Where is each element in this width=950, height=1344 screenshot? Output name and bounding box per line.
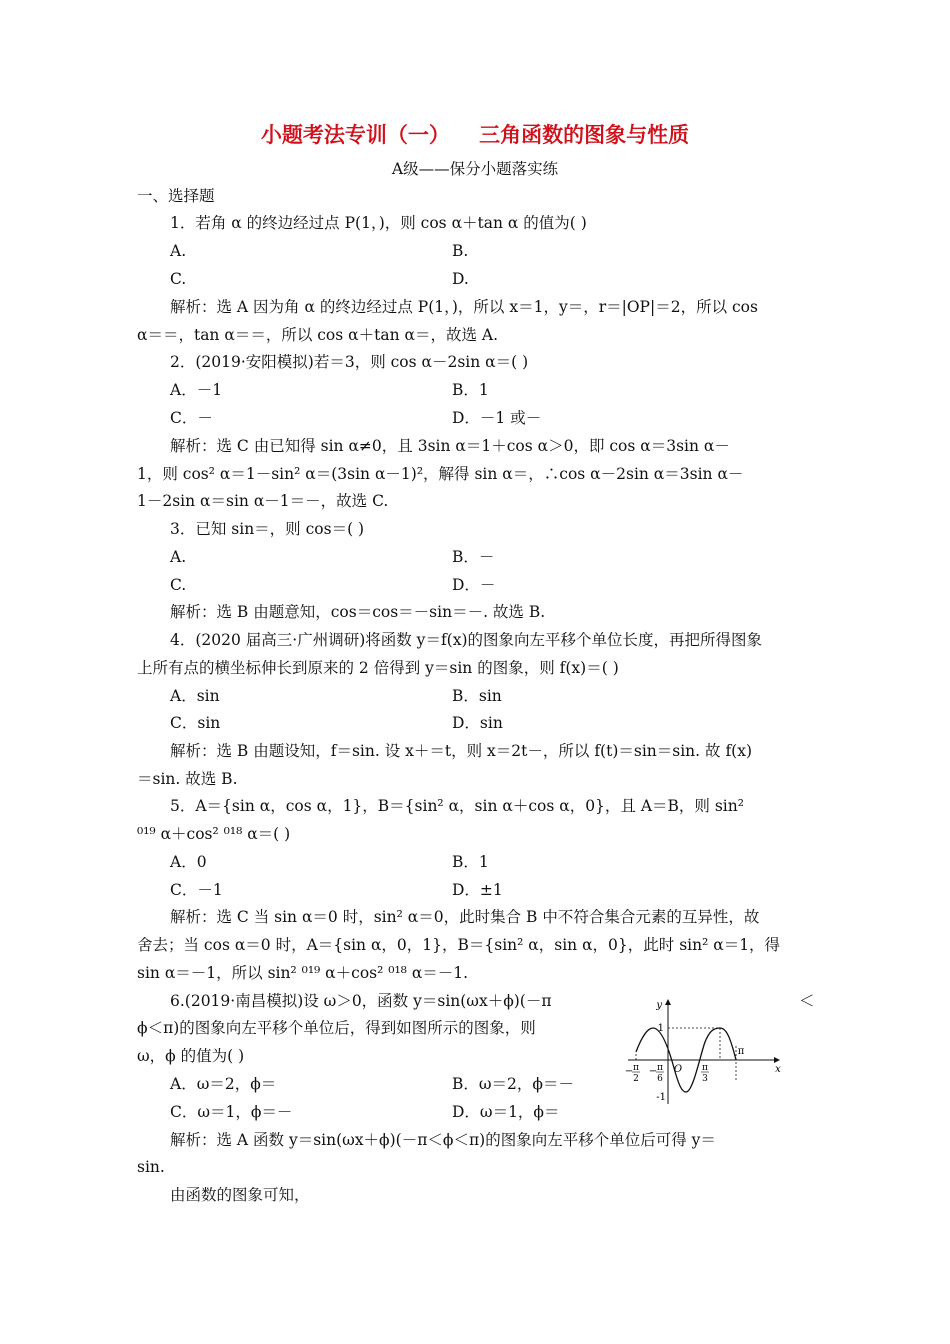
q5-solution-line-3: sin α＝－1，所以 sin² ⁰¹⁹ α＋cos² ⁰¹⁸ α＝－1.	[137, 964, 469, 982]
x-tick-pi-over-3-num: π	[702, 1063, 708, 1073]
x-tick-pi-over-3-den: 3	[702, 1074, 708, 1084]
q2-stem: 2．(2019·安阳模拟)若＝3，则 cos α－2sin α＝( )	[170, 353, 529, 371]
x-axis-arrow	[774, 1057, 780, 1063]
q6-stem-line-3: ω，ϕ 的值为( )	[137, 1047, 245, 1065]
q6-solution-line-1: 解析：选 A 函数 y＝sin(ωx＋ϕ)(－π＜ϕ＜π)的图象向左平移个单位后可得 y＝	[170, 1131, 716, 1149]
q4-option-c: C．sin	[170, 714, 221, 732]
q2-option-a: A．－1	[170, 381, 223, 399]
x-tick-neg-pi-over-2-den: 2	[633, 1074, 639, 1084]
section-heading: 一、选择题	[137, 187, 215, 205]
q6-stem-line-1-end: ＜	[799, 992, 815, 1010]
y-tick-neg1: -1	[656, 1092, 666, 1103]
page-title: 小题考法专训（一） 三角函数的图象与性质	[260, 122, 690, 147]
q6-option-a: A．ω＝2，ϕ＝	[170, 1075, 277, 1093]
q1-solution-line-1: 解析：选 A 因为角 α 的终边经过点 P(1，)，所以 x＝1，y＝，r＝|OP|＝2，所以 cos	[170, 298, 758, 316]
q4-solution-line-1: 解析：选 B 由题设知，f＝sin. 设 x＋＝t，则 x＝2t－，所以 f(t)＝sin＝sin. 故 f(x)	[170, 742, 753, 760]
q5-option-b: B．1	[452, 853, 489, 871]
x-tick-neg-pi-over-2	[625, 1063, 640, 1084]
origin-label: O	[673, 1064, 683, 1075]
q5-option-c: C．－1	[170, 881, 223, 899]
q5-option-d: D．±1	[452, 881, 503, 899]
q5-stem-line-1: 5．A＝{sin α，cos α，1}，B＝{sin² α，sin α＋cos α，0}，且 A＝B，则 sin²	[170, 797, 744, 815]
y-axis-label: y	[656, 1000, 662, 1011]
q3-option-c: C.	[170, 576, 187, 594]
q5-option-a: A．0	[170, 853, 207, 871]
y-tick-1: 1	[657, 1023, 664, 1034]
q2-option-b: B．1	[452, 381, 489, 399]
q2-option-d: D．－1 或－	[452, 409, 542, 427]
q5-solution-line-2: 舍去；当 cos α＝0 时，A＝{sin α，0，1}，B＝{sin² α，sin α，0}，此时 sin² α＝1，得	[137, 936, 781, 954]
q2-option-c: C．－	[170, 409, 213, 427]
q6-option-c: C．ω＝1，ϕ＝－	[170, 1103, 293, 1121]
q3-option-a: A.	[170, 548, 187, 566]
q5-solution-line-1: 解析：选 C 当 sin α＝0 时，sin² α＝0，此时集合 B 中不符合集合元素的互异性，故	[170, 908, 760, 926]
x-tick-pi: π	[737, 1046, 745, 1057]
x-tick-neg-pi-over-6-den: 6	[657, 1074, 663, 1084]
q3-solution-line-1: 解析：选 B 由题意知，cos＝cos＝－sin＝－. 故选 B.	[170, 603, 546, 621]
q3-option-b: B．－	[452, 548, 495, 566]
q4-option-b: B．sin	[452, 687, 502, 705]
q1-option-b: B.	[452, 242, 469, 260]
y-axis-arrow	[665, 999, 671, 1005]
x-tick-neg-pi-over-6-minus: −	[648, 1066, 658, 1077]
q4-option-d: D．sin	[452, 714, 503, 732]
x-axis-label: x	[775, 1064, 781, 1075]
q6-solution-line-3: 由函数的图象可知，	[170, 1186, 310, 1204]
page-subtitle: A级——保分小题落实练	[391, 160, 559, 178]
x-tick-neg-pi-over-2-num: π	[633, 1063, 639, 1073]
q3-option-d: D．－	[452, 576, 496, 594]
q4-stem-line-2: 上所有点的横坐标伸长到原来的 2 倍得到 y＝sin 的图象，则 f(x)＝( )	[137, 659, 619, 677]
q3-stem: 3．已知 sin＝，则 cos＝( )	[170, 520, 365, 538]
q6-option-d: D．ω＝1，ϕ＝	[452, 1103, 560, 1121]
q6-stem-line-1: 6.(2019·南昌模拟)设 ω＞0，函数 y＝sin(ωx＋ϕ)(－π	[170, 992, 552, 1010]
q2-solution-line-3: 1－2sin α＝sin α－1＝－，故选 C.	[137, 492, 389, 510]
q1-solution-line-2: α＝＝，tan α＝＝，所以 cos α＋tan α＝，故选 A.	[137, 326, 498, 344]
q6-stem-line-2: ϕ＜π)的图象向左平移个单位后，得到如图所示的图象，则	[137, 1019, 536, 1037]
q1-option-a: A.	[170, 242, 187, 260]
q1-option-c: C.	[170, 270, 187, 288]
q6-solution-line-2: sin.	[137, 1158, 165, 1176]
x-tick-pi-over-3	[701, 1063, 709, 1084]
q1-stem: 1．若角 α 的终边经过点 P(1，)，则 cos α＋tan α 的值为( )	[170, 214, 587, 232]
q4-stem-line-1: 4．(2020 届高三·广州调研)将函数 y＝f(x)的图象向左平移个单位长度，再把所得图象	[170, 631, 763, 649]
q1-option-d: D.	[452, 270, 469, 288]
x-tick-neg-pi-over-2-minus: −	[624, 1066, 634, 1077]
x-tick-neg-pi-over-6-num: π	[657, 1063, 663, 1073]
x-tick-neg-pi-over-6	[649, 1063, 664, 1084]
q5-stem-line-2: ⁰¹⁹ α＋cos² ⁰¹⁸ α＝( )	[137, 825, 291, 843]
q2-solution-line-2: 1，则 cos² α＝1－sin² α＝(3sin α－1)²，解得 sin α＝，∴cos α－2sin α＝3sin α－	[137, 465, 744, 483]
q2-solution-line-1: 解析：选 C 由已知得 sin α≠0，且 3sin α＝1＋cos α＞0，即 cos α＝3sin α－	[170, 437, 730, 455]
q4-solution-line-2: ＝sin. 故选 B.	[137, 770, 238, 788]
sine-graph	[622, 996, 786, 1112]
q4-option-a: A．sin	[170, 687, 220, 705]
q6-option-b: B．ω＝2，ϕ＝－	[452, 1075, 574, 1093]
